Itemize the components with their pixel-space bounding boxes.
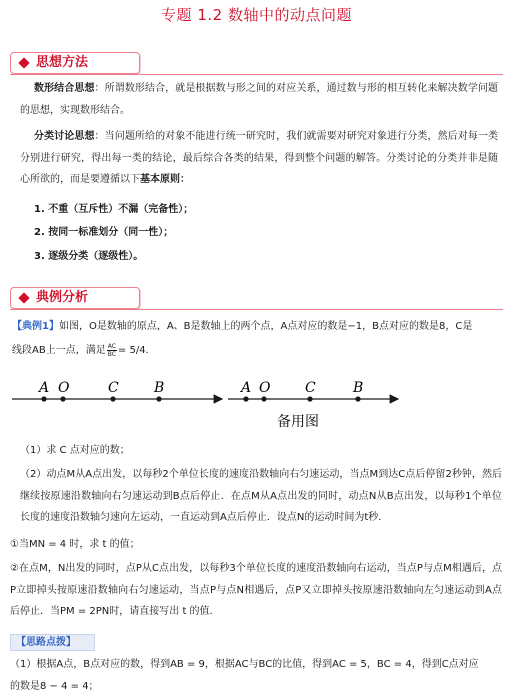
label-b: B [154,380,165,396]
diamond-icon [18,292,29,303]
question-2: （2）动点M从A点出发，以每秒2个单位长度的速度沿数轴向右匀速运动，当点M到达C点后停留2秒钟，然后继续按原速沿数轴向右匀速运动到B点后停止．在点M从A点出发的同时，动点N从B点出发，以每秒1个单位长度的速度沿数轴匀速向左运动，一直运动到A点后停止．设点N的运动时间为t秒． [20,469,502,523]
number-line-backup [228,380,398,430]
text-classification: ：当问题所给的对象不能进行统一研究时，我们就需要对研究对象进行分类，然后对每一类分别进行研究，得出每一类的结论，最后综合各类的结果，得到整个问题的解答。分类讨论的分类并非是随心所欲的，而是要遵循以下 [20,131,499,185]
page-title: 专题 1.2 数轴中的动点问题 [161,6,352,24]
example-label: 【典例1】 [12,321,59,332]
fraction-rhs: = 5/4. [117,345,149,356]
tips-line-1: （1）根据A点，B点对应的数，得到AB = 9，根据AC与BC的比值，得到AC = 5，BC = 4，得到C点对应 [10,659,479,670]
label-b: B [353,380,364,396]
point-c [307,396,312,401]
label-o: O [58,380,70,396]
label-c: C [305,380,316,396]
number-line-main [12,380,222,402]
label-o: O [259,380,271,396]
point-c [110,396,115,401]
backup-figure-caption: 备用图 [277,414,319,430]
section-divider [10,309,503,310]
label-a: A [241,380,252,396]
example-statement [12,316,502,338]
example-text-cont: 线段AB上一点，满足 [12,345,106,356]
example-statement-cont [12,340,490,362]
fraction-ac-bc: $\frac{AC}{BC}$ [107,342,116,358]
paragraph-classification [20,126,498,191]
label-c: C [108,380,119,396]
point-o [60,396,65,401]
label-a: A [39,380,50,396]
point-b [156,396,161,401]
point-o [261,396,266,401]
principle-item: 1. 不重（互斥性）不漏（完备性）； [34,204,194,215]
question-2-part-1: ①当MN = 4 时，求 t 的值； [10,539,140,550]
section-heading-methods [10,52,140,74]
term-number-shape: 数形结合思想 [34,83,95,94]
section-heading-label: 思想方法 [36,55,89,70]
paragraph-number-shape [20,78,498,121]
diamond-icon [18,57,29,68]
number-line-figure [0,372,513,442]
text-number-shape: ：所谓数形结合，就是根据数与形之间的对应关系，通过数与形的相互转化来解决数学问题的思想，实现数形结合。 [20,83,499,116]
text-basic-principles: 基本原则： [140,174,190,185]
point-a [41,396,46,401]
tips-line-2: 的数是8 − 4 = 4； [10,681,99,692]
point-a [243,396,248,401]
principle-item: 2. 按同一标准划分（同一性）； [34,227,174,238]
section-heading-examples [10,287,140,309]
term-classification: 分类讨论思想 [34,131,95,142]
question-2-part-2: ②在点M，N出发的同时，点P从C点出发，以每秒3个单位长度的速度沿数轴向右运动，当点P与点M相遇后，点P立即掉头按原速沿数轴向右匀速运动，当点P与点N相遇后，点P又立即掉头按原速沿数轴向左匀速运动到A点后停止．当PM = 2PN时，请直接写出 t 的值． [10,563,502,617]
tips-label: 【思路点拨】 [10,634,95,651]
question-1: （1）求 C 点对应的数； [20,445,130,456]
principle-item: 3. 逐级分类（逐级性）。 [34,251,144,262]
point-b [355,396,360,401]
section-heading-label: 典例分析 [36,290,89,305]
example-text: 如图，O是数轴的原点，A、B是数轴上的两个点，A点对应的数是−1，B点对应的数是8，C是 [58,321,473,332]
section-divider [10,74,503,75]
